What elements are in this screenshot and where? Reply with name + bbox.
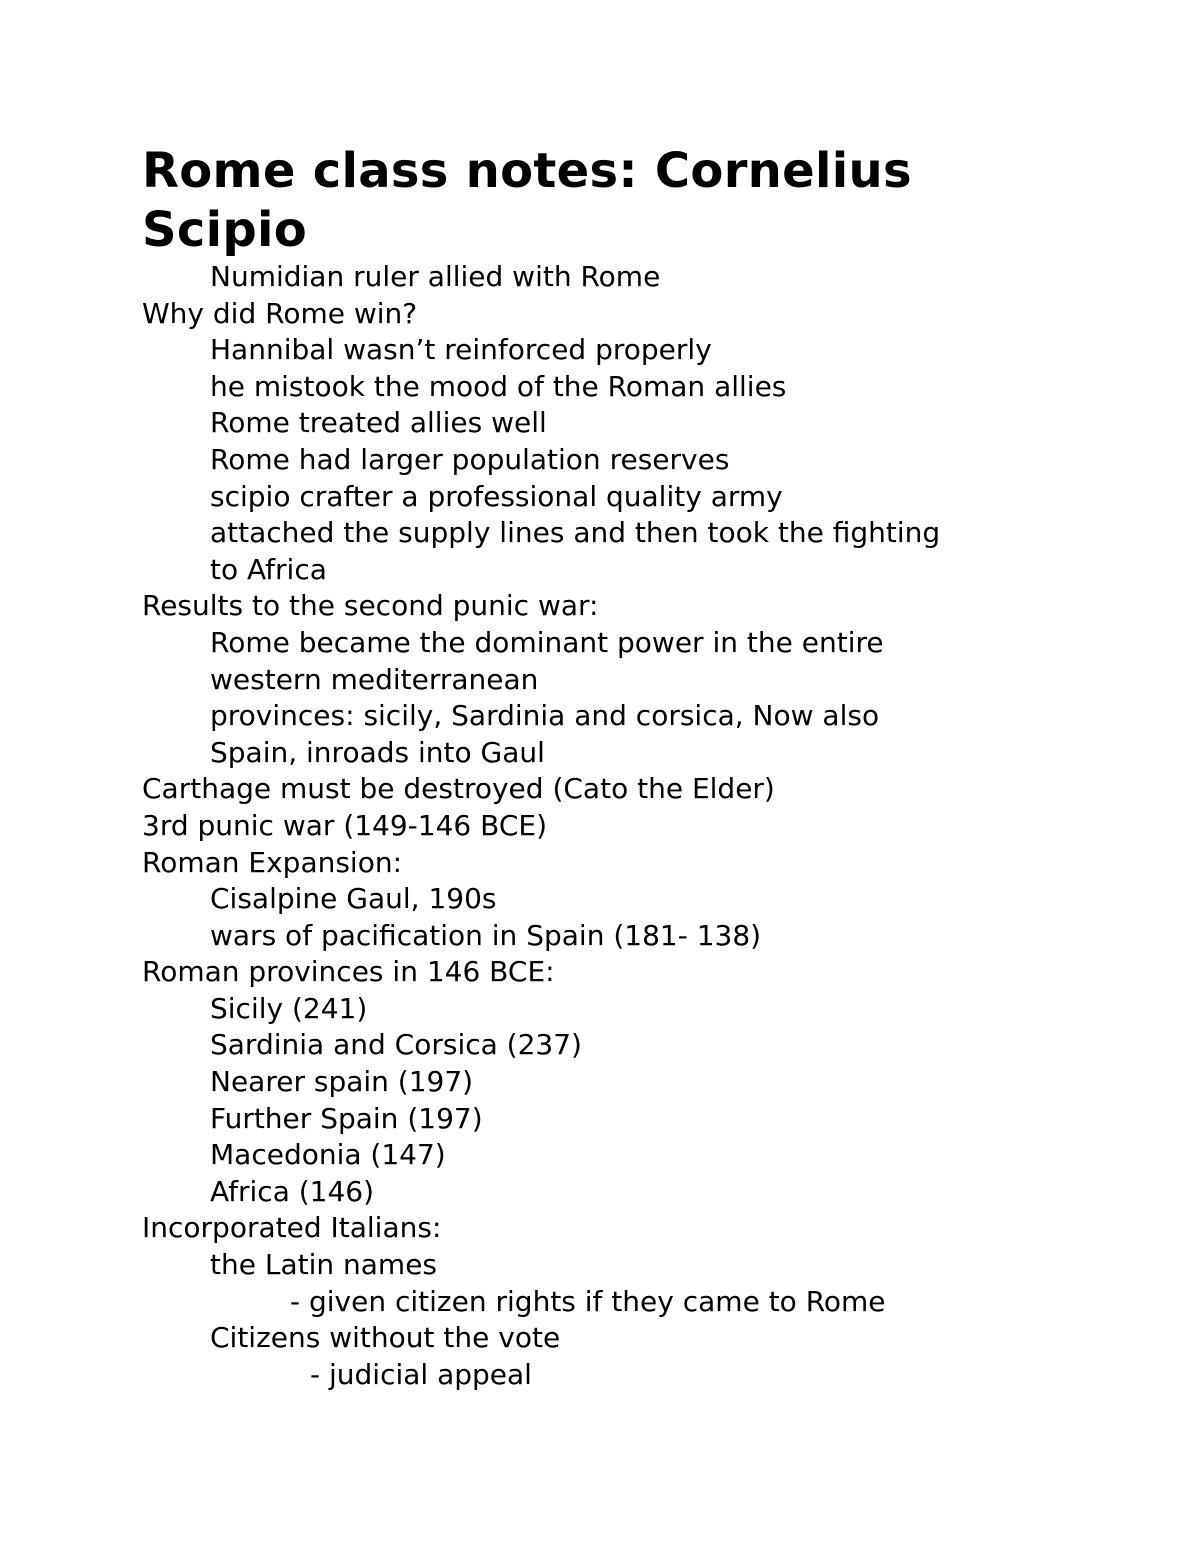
notes-list (142, 259, 1142, 1393)
note-line: Rome treated allies well (210, 406, 547, 440)
note-line: Further Spain (197) (210, 1101, 483, 1135)
note-line: 3rd punic war (149-146 BCE) (142, 808, 548, 842)
note-line: Sicily (241) (210, 991, 368, 1025)
note-line: Why did Rome win? (142, 296, 418, 330)
note-line: - judicial appeal (310, 1357, 532, 1391)
note-line: Roman provinces in 146 BCE: (142, 955, 555, 989)
note-line: Sardinia and Corsica (237) (210, 1028, 582, 1062)
note-line: Carthage must be destroyed (Cato the Elder) (142, 772, 775, 806)
note-line: the Latin names (210, 1248, 438, 1282)
note-line: attached the supply lines and then took the fighting (210, 516, 941, 550)
note-line: Results to the second punic war: (142, 589, 599, 623)
note-line: - given citizen rights if they came to Rome (290, 1284, 886, 1318)
note-line: Rome became the dominant power in the entire (210, 625, 884, 659)
note-line: Roman Expansion: (142, 845, 403, 879)
note-line: he mistook the mood of the Roman allies (210, 369, 787, 403)
note-line: Hannibal wasn’t reinforced properly (210, 333, 712, 367)
note-line: Macedonia (147) (210, 1138, 446, 1172)
note-line: Numidian ruler allied with Rome (210, 260, 661, 293)
note-line: Incorporated Italians: (142, 1211, 442, 1245)
note-line: wars of pacification in Spain (181- 138) (210, 918, 762, 952)
note-line: Rome had larger population reserves (210, 442, 730, 476)
note-line: provinces: sicily, Sardinia and corsica, Now also (210, 699, 880, 733)
note-line: Cisalpine Gaul, 190s (210, 882, 497, 916)
note-line: scipio crafter a professional quality army (210, 479, 783, 513)
note-line: Africa (146) (210, 1174, 375, 1208)
note-line: to Africa (210, 552, 327, 586)
note-line: Nearer spain (197) (210, 1065, 474, 1099)
page-title: Rome class notes: Cornelius Scipio (142, 143, 912, 258)
note-line: Spain, inroads into Gaul (210, 735, 545, 769)
note-line: Citizens without the vote (210, 1321, 561, 1355)
note-line: western mediterranean (210, 662, 539, 696)
